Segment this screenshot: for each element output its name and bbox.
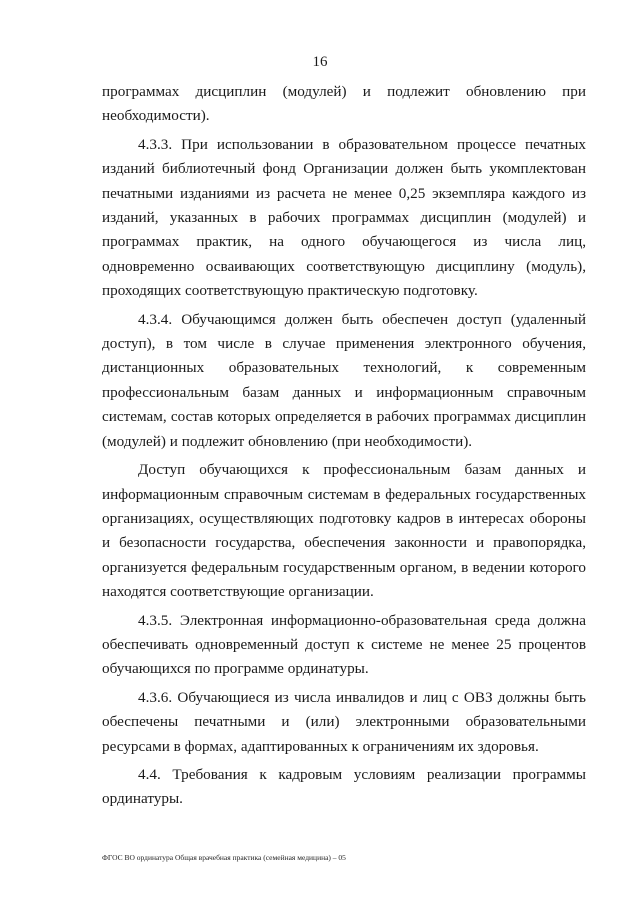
paragraph-4-4: 4.4. Требования к кадровым условиям реализации программы ординатуры. [102,765,586,808]
document-footer: ФГОС ВО ординатура Общая врачебная практика (семейная медицина) – 05 [102,853,346,862]
paragraph-access: Доступ обучающихся к профессиональным базам данных и информационным справочным системам в федеральных государственных организациях, осуществляющих подготовку кадров в интересах обороны и безопасности государства, обеспечения законности и правопорядка, организуется федеральным государственным органом, в ведении которого находятся соответствующие организации. [102,461,586,601]
paragraph-4-3-3: 4.3.3. При использовании в образовательном процессе печатных изданий библиотечный фонд Организации должен быть укомплектован печатными изданиями из расчета не менее 0,25 экземпляра каждого из изданий, указанных в рабочих программах дисциплин (модулей) и программах практик, на одного обучающегося из числа лиц, одновременно осваивающих соответствующую дисциплину (модуль), проходящих соответствующую практическую подготовку. [102,135,586,300]
paragraph-4-3-5: 4.3.5. Электронная информационно-образовательная среда должна обеспечивать одновременный доступ к системе не менее 25 процентов обучающихся по программе ординатуры. [102,611,586,678]
paragraph-4-3-6: 4.3.6. Обучающиеся из числа инвалидов и лиц с ОВЗ должны быть обеспечены печатными и (или) электронными образовательными ресурсами в формах, адаптированных к ограничениям их здоровья. [102,688,586,755]
paragraph-4-3-4: 4.3.4. Обучающимся должен быть обеспечен доступ (удаленный доступ), в том числе в случае применения электронного обучения, дистанционных образовательных технологий, к современным профессиональным базам данных и информационным справочным системам, состав которых определяется в рабочих программах дисциплин (модулей) и подлежит обновлению (при необходимости). [102,310,586,450]
paragraph-continuation: программах дисциплин (модулей) и подлежит обновлению при необходимости). [102,83,586,125]
page-number: 16 [312,54,328,70]
document-body [102,80,586,816]
